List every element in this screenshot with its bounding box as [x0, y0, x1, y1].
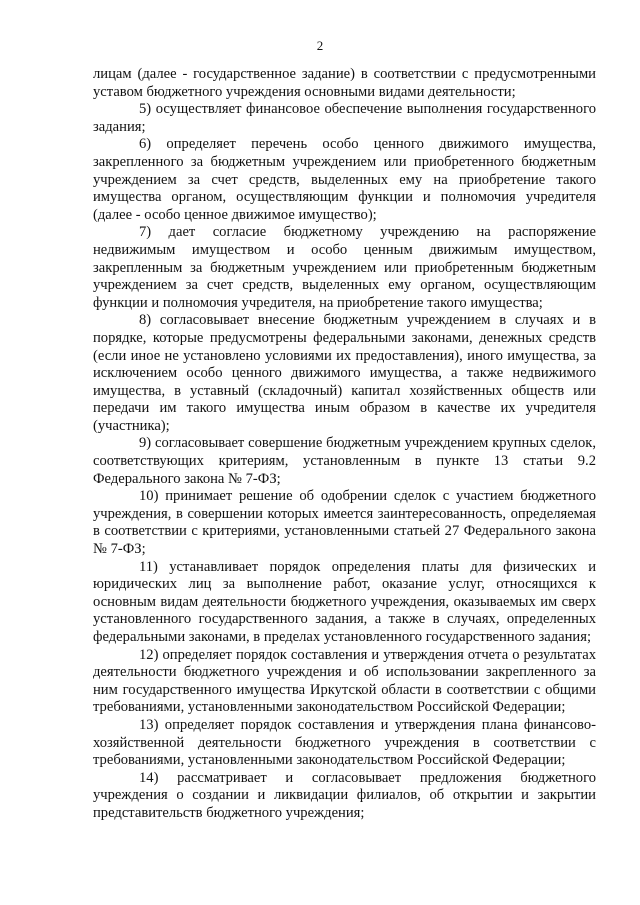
paragraph-item-13: 13) определяет порядок составления и утверждения плана финансово-хозяйственной деятельности бюджетного учреждения в соответствии с требованиями, установленными законодательством Российской Федерации;: [93, 716, 596, 769]
paragraph-item-5: 5) осуществляет финансовое обеспечение выполнения государственного задания;: [93, 101, 596, 135]
paragraph-item-10: 10) принимает решение об одобрении сделок с участием бюджетного учреждения, в совершении которых имеется заинтересованность, определяемая в соответствии с критериями, установленными статьей 27 Федерального закона № 7-ФЗ;: [93, 488, 596, 558]
paragraph-item-12: 12) определяет порядок составления и утверждения отчета о результатах деятельности бюджетного учреждения и об использовании закрепленного за ним государственного имущества Иркутской области в соответствии с общими требованиями, установленными законодательством Российской Федерации;: [93, 646, 596, 716]
paragraph-item-8: 8) согласовывает внесение бюджетным учреждением в случаях и в порядке, которые предусмотрены федеральными законами, денежных средств (если иное не установлено условиями их предоставления), иного имущества, за исключением особо ценного движимого имущества, а также недвижимого имущества, в уставный (складочный) капитал хозяйственных обществ или передачи им такого имущества иным образом в качестве их учредителя (участника);: [93, 312, 596, 434]
paragraph-item-9: 9) согласовывает совершение бюджетным учреждением крупных сделок, соответствующих критериям, установленным в пункте 13 статьи 9.2 Федерального закона № 7-ФЗ;: [93, 435, 596, 487]
paragraph-continuation: лицам (далее - государственное задание) в соответствии с предусмотренными уставом бюджетного учреждения основными видами деятельности;: [93, 66, 596, 100]
paragraph-item-7: 7) дает согласие бюджетному учреждению на распоряжение недвижимым имуществом и особо ценным движимым имуществом, закрепленным за бюджетным учреждением или приобретенным бюджетным учреждением за счет средств, выделенных ему органом, осуществляющим функции и полномочия учредителя, на приобретение такого имущества;: [93, 224, 596, 311]
paragraph-item-6: 6) определяет перечень особо ценного движимого имущества, закрепленного за бюджетным учреждением или приобретенного бюджетным учреждением за счет средств, выделенных ему на приобретение такого имущества органом, осуществляющим функции и полномочия учредителя (далее - особо ценное движимое имущество);: [93, 136, 596, 223]
paragraph-item-14: 14) рассматривает и согласовывает предложения бюджетного учреждения о создании и ликвидации филиалов, об открытии и закрытии представительств бюджетного учреждения;: [93, 769, 596, 821]
paragraph-item-11: 11) устанавливает порядок определения платы для физических и юридических лиц за выполнение работ, оказание услуг, относящихся к основным видам деятельности бюджетного учреждения, оказываемых им сверх установленного государственного задания, а также в случаях, определенных федеральными законами, в пределах установленного государственного задания;: [93, 558, 596, 645]
page-number: 2: [316, 38, 324, 53]
document-body: [93, 66, 596, 823]
